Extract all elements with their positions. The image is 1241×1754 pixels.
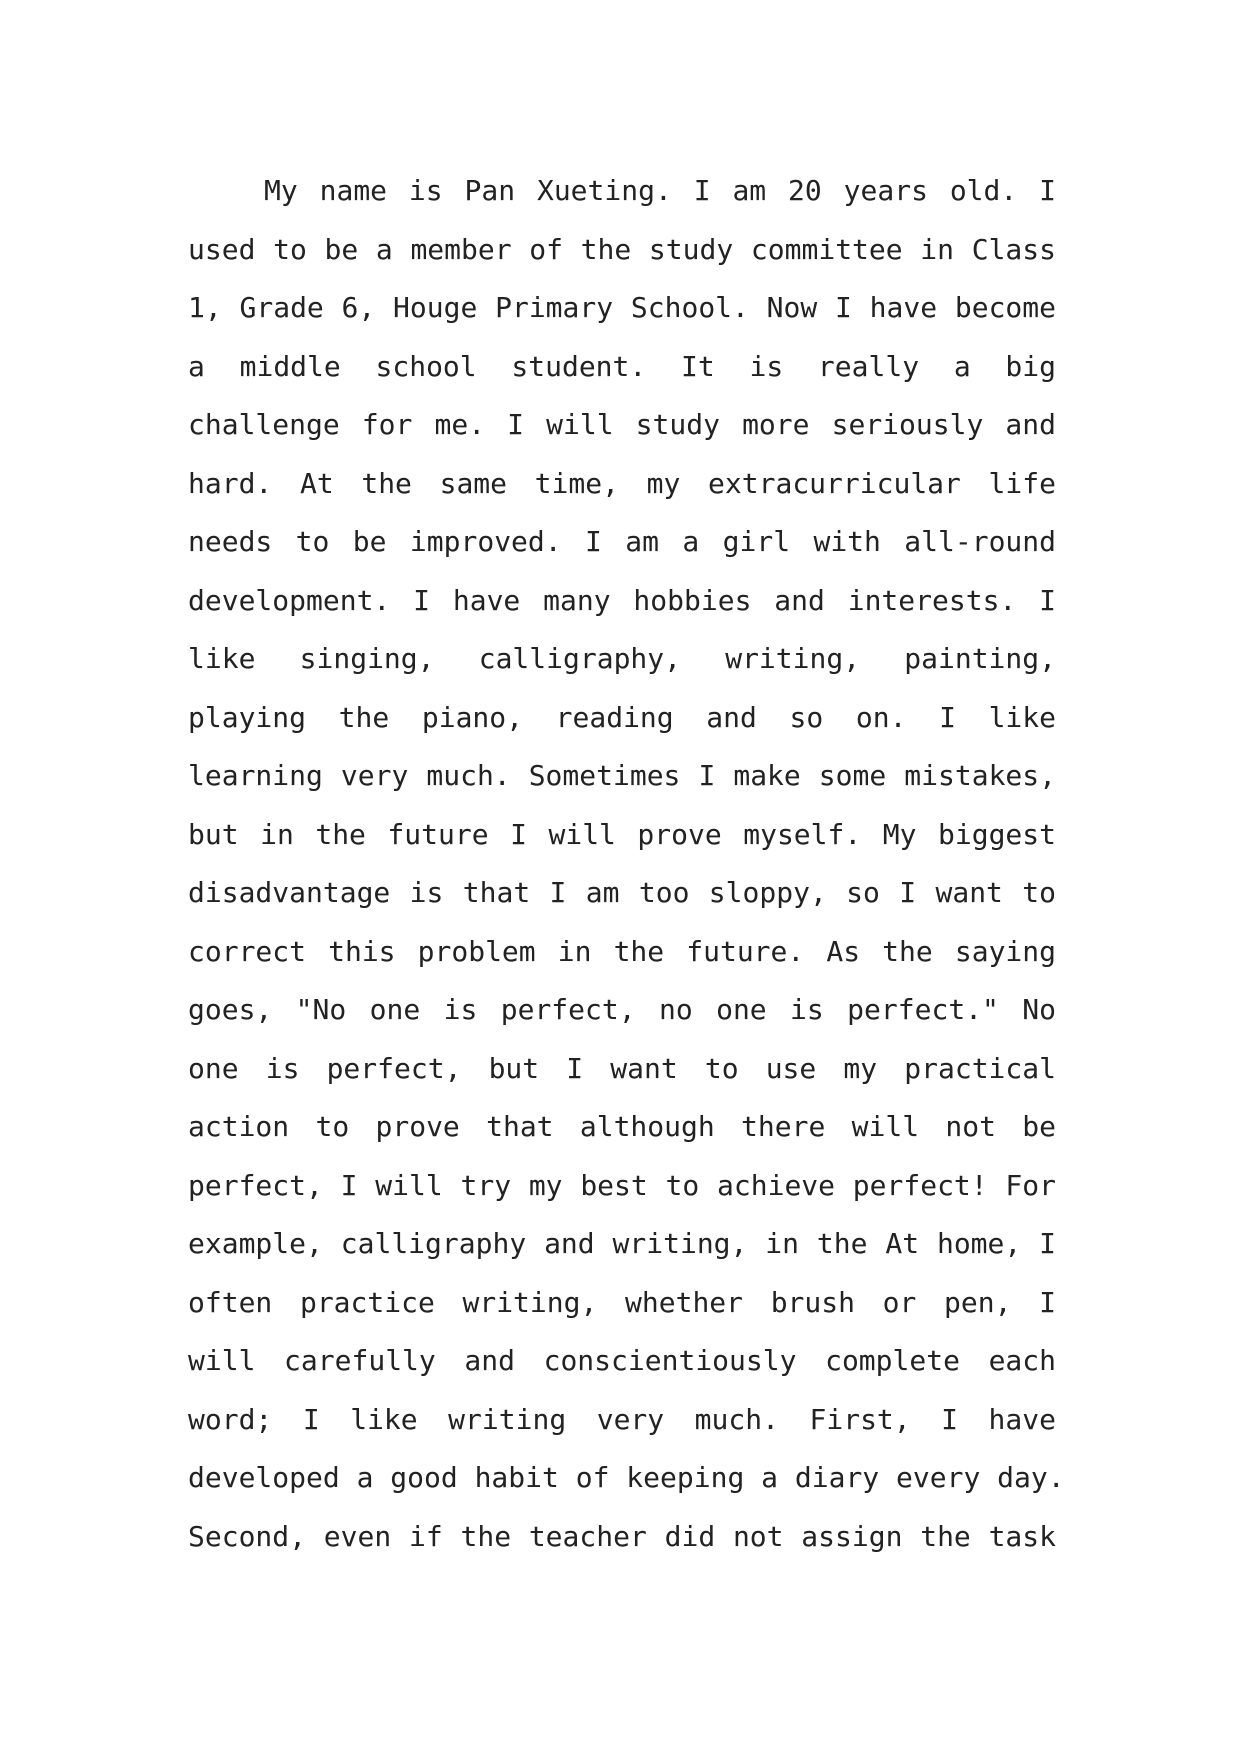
text-line: hard. At the same time, my extracurricular life — [188, 466, 1056, 500]
text-line: perfect, I will try my best to achieve perfect! For — [188, 1168, 1056, 1202]
text-line: word; I like writing very much. First, I have — [188, 1402, 1056, 1436]
text-line: learning very much. Sometimes I make some mistakes, — [188, 759, 1056, 792]
text-line: correct this problem in the future. As the saying — [188, 934, 1056, 968]
text-line: will carefully and conscientiously complete each — [188, 1344, 1056, 1377]
text-line: action to prove that although there will not be — [188, 1110, 1056, 1143]
text-line: one is perfect, but I want to use my practical — [188, 1051, 1056, 1085]
text-line: developed a good habit of keeping a diary every day. — [188, 1461, 1065, 1494]
text-line: example, calligraphy and writing, in the At home, I — [188, 1227, 1056, 1260]
text-line: but in the future I will prove myself. My biggest — [188, 817, 1056, 851]
text-line: like singing, calligraphy, writing, painting, — [188, 642, 1056, 675]
text-line: used to be a member of the study committee in Class — [188, 232, 1056, 266]
text-line: needs to be improved. I am a girl with all-round — [188, 525, 1056, 558]
essay-paragraph — [188, 162, 1065, 1566]
text-line: disadvantage is that I am too sloppy, so I want to — [188, 876, 1056, 909]
text-line: goes, "No one is perfect, no one is perfect." No — [188, 993, 1056, 1026]
text-line: development. I have many hobbies and interests. I — [188, 583, 1056, 617]
text-line: 1, Grade 6, Houge Primary School. Now I have become — [188, 291, 1056, 324]
text-line: My name is Pan Xueting. I am 20 years old. I — [264, 174, 1056, 207]
text-line: a middle school student. It is really a big — [188, 349, 1056, 383]
text-line: often practice writing, whether brush or pen, I — [188, 1285, 1056, 1319]
text-line: playing the piano, reading and so on. I like — [188, 700, 1056, 734]
text-line: challenge for me. I will study more seriously and — [188, 408, 1056, 441]
text-line: Second, even if the teacher did not assign the task — [188, 1519, 1056, 1553]
